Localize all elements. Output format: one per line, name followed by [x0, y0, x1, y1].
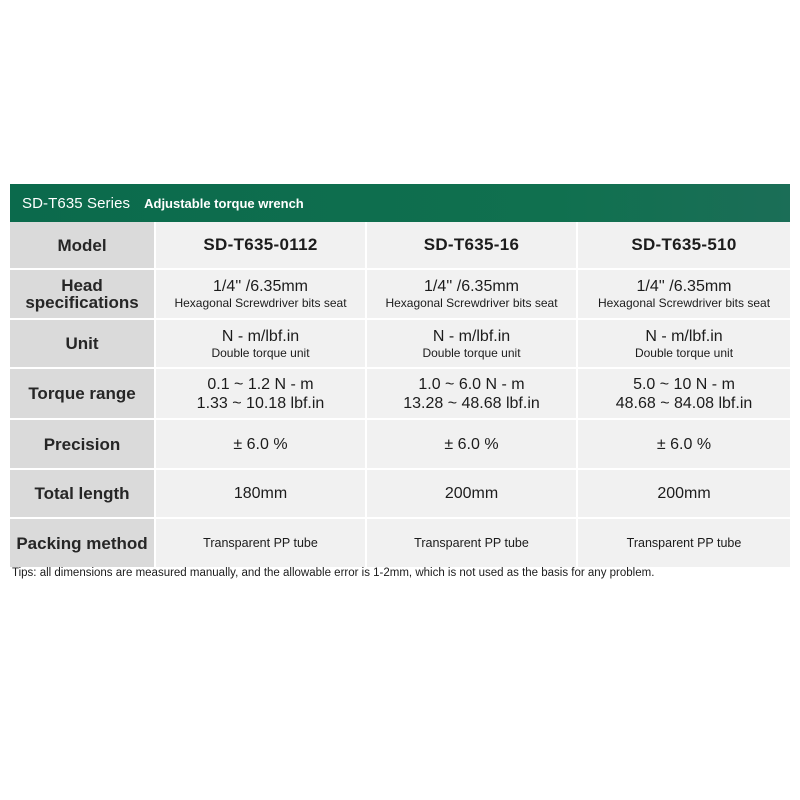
head-seat-type: Hexagonal Screwdriver bits seat — [597, 296, 771, 310]
table-row-length — [10, 470, 790, 519]
row-label-precision: Precision — [10, 420, 156, 470]
model-cell: SD-T635-16 — [367, 222, 578, 270]
tips-note: Tips: all dimensions are measured manually, and the allowable error is 1-2mm, which is not used as the basis for any problem. — [12, 567, 655, 579]
packing-cell — [578, 519, 790, 567]
unit-cell — [156, 320, 367, 369]
torque-nm: 1.0 ~ 6.0 N - m — [418, 375, 525, 393]
packing-value: Transparent PP tube — [414, 535, 529, 550]
unit-cell — [367, 320, 578, 369]
torque-lbf: 1.33 ~ 10.18 lbf.in — [196, 394, 325, 412]
precision-cell — [578, 420, 790, 470]
row-label-torque: Torque range — [10, 369, 156, 420]
unit-cell — [578, 320, 790, 369]
precision-value: ± 6.0 % — [444, 435, 499, 453]
precision-cell — [367, 420, 578, 470]
torque-cell — [367, 369, 578, 420]
length-cell — [578, 470, 790, 519]
precision-value: ± 6.0 % — [656, 435, 712, 453]
table-row-model — [10, 222, 790, 270]
model-cell: SD-T635-0112 — [156, 222, 367, 270]
table-row-head-spec — [10, 270, 790, 320]
packing-value: Transparent PP tube — [203, 535, 318, 550]
row-label-packing: Packing method — [10, 519, 156, 567]
table-row-unit — [10, 320, 790, 369]
unit-value: N - m/lbf.in — [645, 327, 723, 345]
torque-nm: 5.0 ~ 10 N - m — [633, 375, 735, 393]
torque-lbf: 48.68 ~ 84.08 lbf.in — [615, 394, 753, 412]
row-label-unit: Unit — [10, 320, 156, 369]
precision-value: ± 6.0 % — [233, 435, 288, 453]
row-label-head-spec: Head specifications — [10, 270, 156, 320]
unit-note: Double torque unit — [211, 345, 310, 360]
spec-table — [10, 222, 790, 567]
series-title: SD-T635 Series — [22, 194, 131, 212]
unit-note: Double torque unit — [634, 345, 734, 360]
torque-cell — [578, 369, 790, 420]
length-value: 180mm — [233, 485, 288, 502]
torque-cell — [156, 369, 367, 420]
row-label-length: Total length — [10, 470, 156, 519]
head-spec-cell — [367, 270, 578, 320]
head-spec-cell — [578, 270, 790, 320]
head-seat-type: Hexagonal Screwdriver bits seat — [174, 296, 347, 310]
packing-value: Transparent PP tube — [626, 535, 742, 550]
unit-value: N - m/lbf.in — [221, 327, 300, 345]
head-size: 1/4'' /6.35mm — [636, 278, 732, 295]
torque-nm: 0.1 ~ 1.2 N - m — [207, 375, 314, 393]
unit-value: N - m/lbf.in — [432, 327, 511, 345]
length-cell — [156, 470, 367, 519]
row-label-model: Model — [10, 222, 156, 270]
unit-note: Double torque unit — [422, 345, 521, 360]
head-seat-type: Hexagonal Screwdriver bits seat — [385, 296, 558, 310]
packing-cell — [156, 519, 367, 567]
head-size: 1/4'' /6.35mm — [212, 278, 309, 295]
head-size: 1/4'' /6.35mm — [423, 278, 520, 295]
precision-cell — [156, 420, 367, 470]
model-cell: SD-T635-510 — [578, 222, 790, 270]
length-value: 200mm — [657, 485, 711, 502]
table-row-packing — [10, 519, 790, 567]
series-banner — [10, 184, 790, 222]
table-row-torque — [10, 369, 790, 420]
packing-cell — [367, 519, 578, 567]
length-cell — [367, 470, 578, 519]
length-value: 200mm — [444, 485, 499, 502]
series-subtitle: Adjustable torque wrench — [144, 195, 304, 211]
head-spec-cell — [156, 270, 367, 320]
table-row-precision — [10, 420, 790, 470]
torque-lbf: 13.28 ~ 48.68 lbf.in — [403, 394, 540, 412]
